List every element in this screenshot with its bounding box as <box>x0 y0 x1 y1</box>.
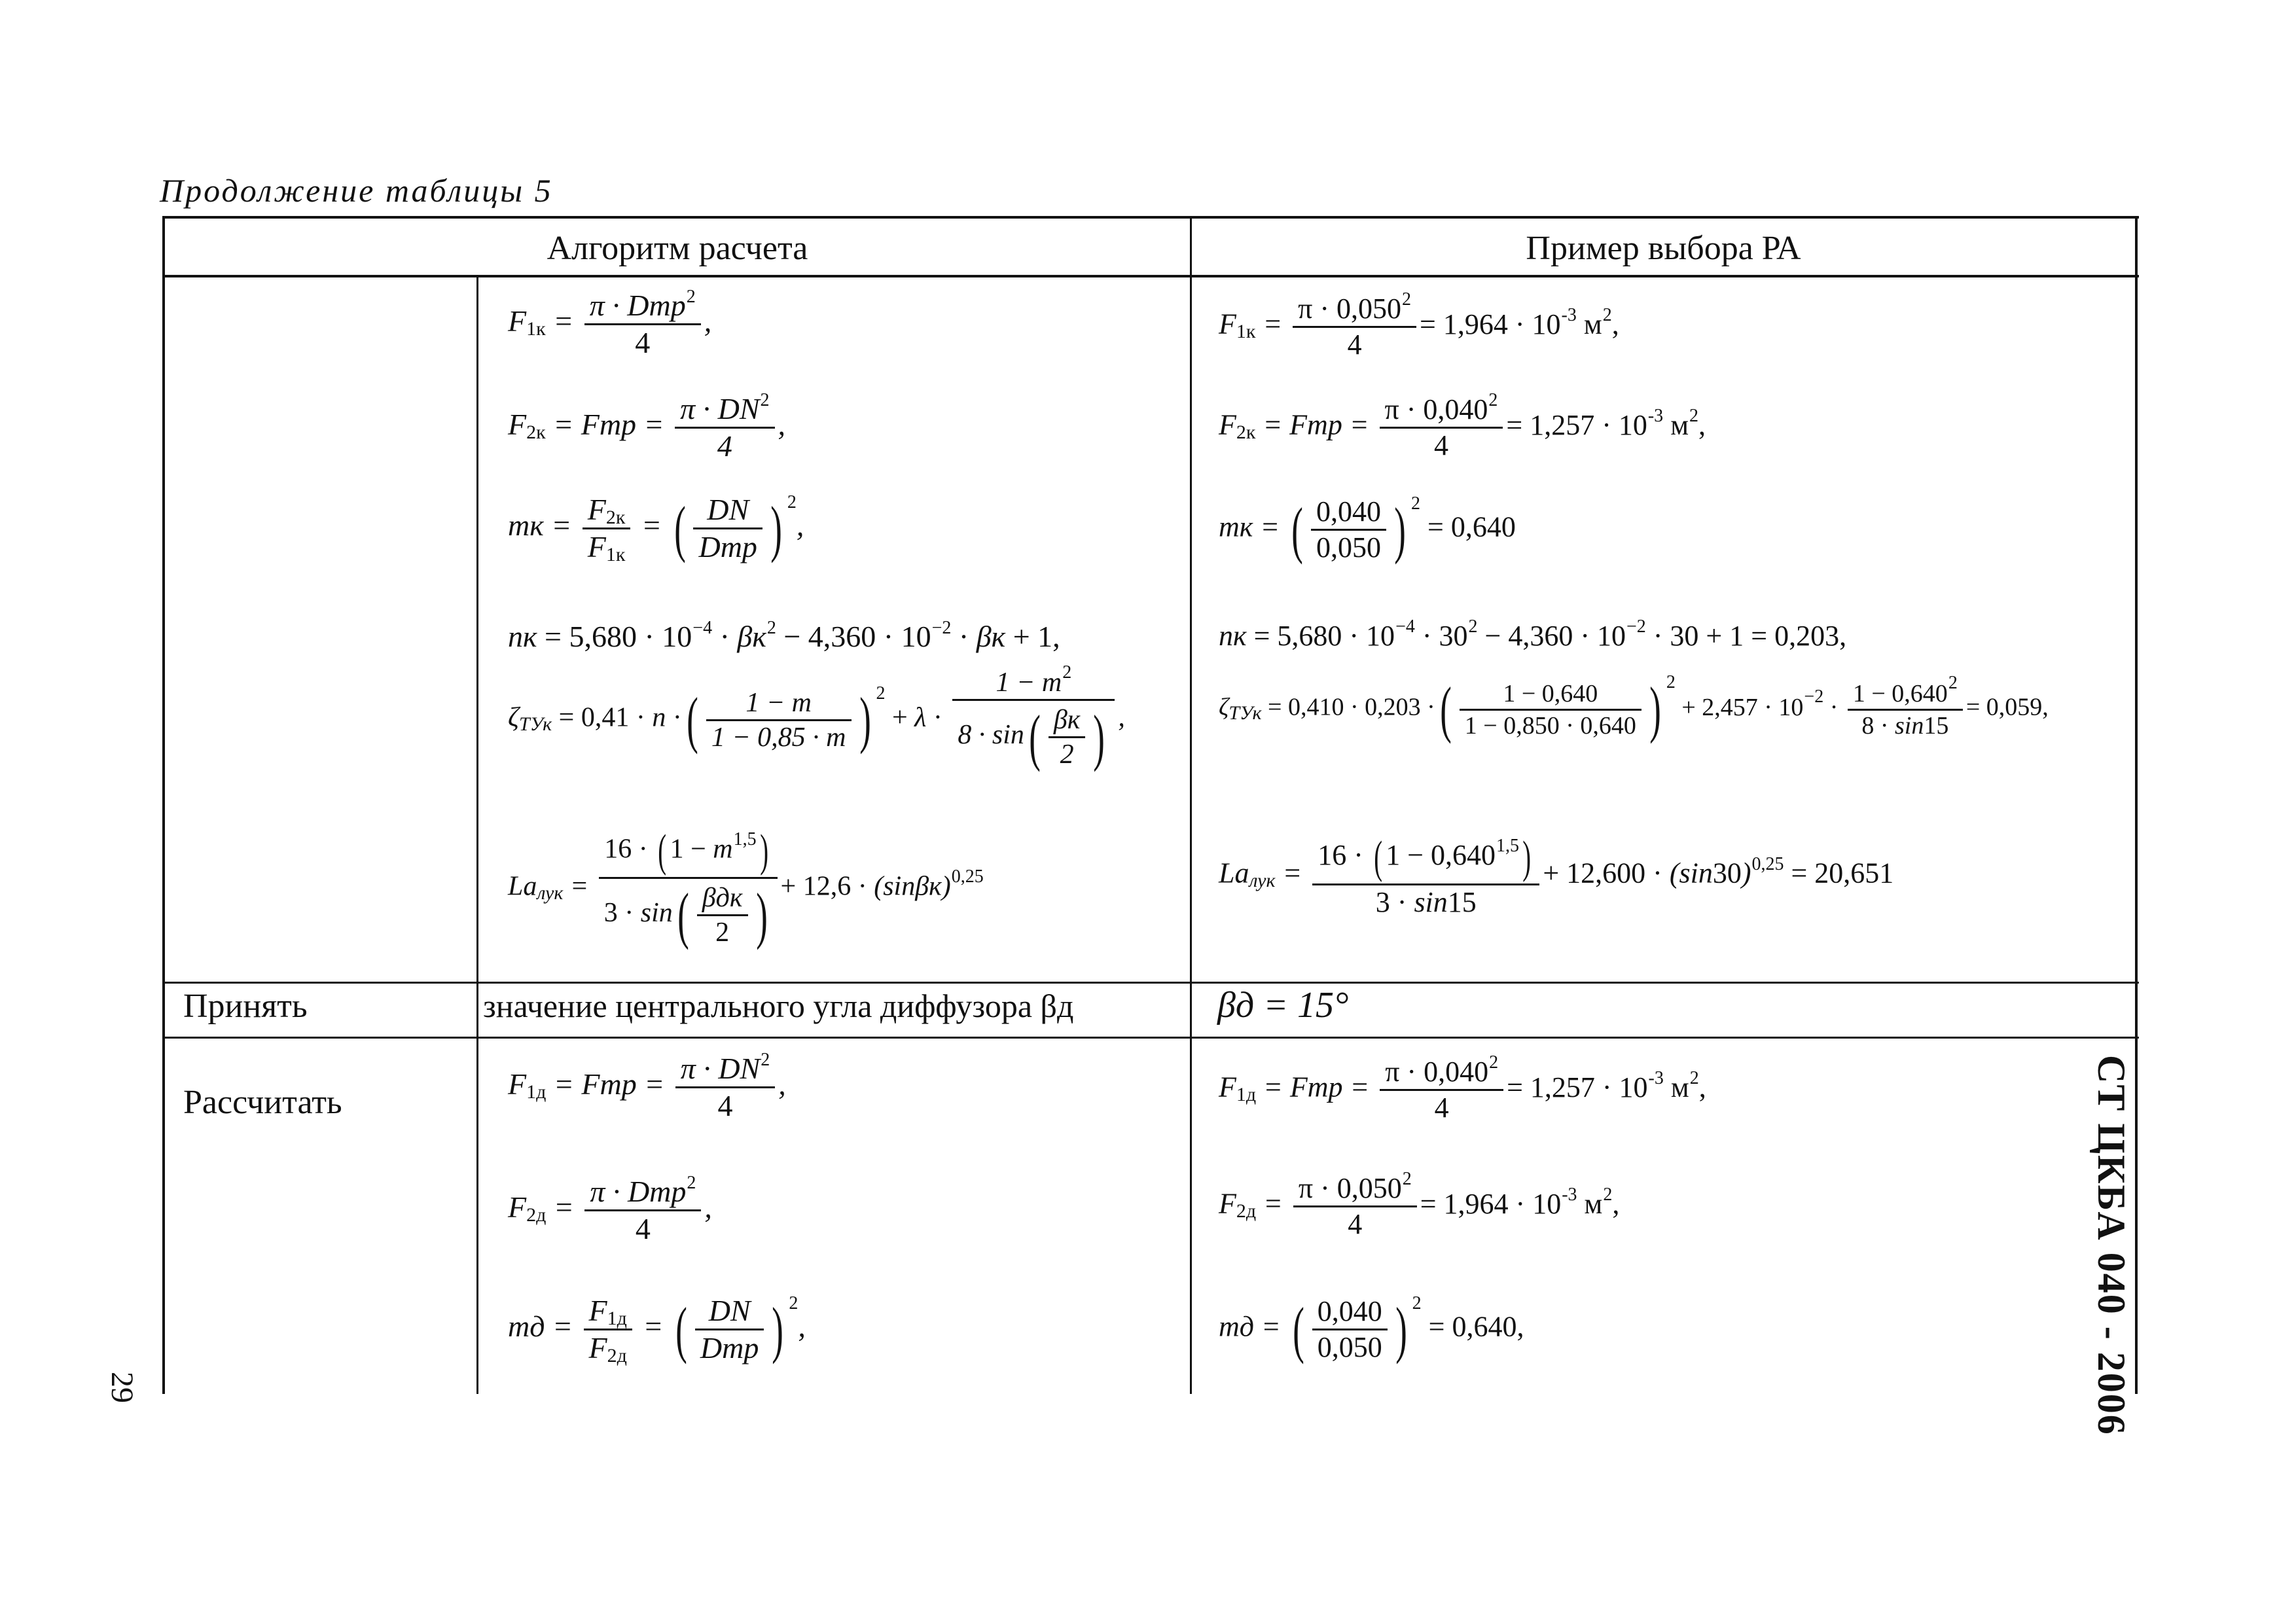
table-caption: Продолжение таблицы 5 <box>160 172 553 209</box>
formula-alg-f1d: F1д = Fтр = $\frac{\pi \cdot DN^2}{4}$ , <box>508 1050 786 1122</box>
formula-ex-f2k: F2к = Fтр = $\frac{\pi \cdot 0,040^2}{4}$ = $1,257 \cdot 10^{-3}$ $м^2$, <box>1219 390 1706 461</box>
formula-alg-zeta: ζТУк = 0,41 · n ·( $\frac{1 - m}{1 - 0,85 \cdot m}$ ) $^2$ + λ · $1 - m^2$ 8 · sin( $\frac{\beta к}{2}$ ) , <box>508 662 1125 772</box>
formula-alg-f1k: F1к = $\frac{\pi \cdot Dтр^2}{4}$ , <box>508 287 712 359</box>
header-example: Пример выбора РА <box>1526 229 1801 267</box>
alg-f1k-text <box>0 0 1 1</box>
formula-ex-f1k: F1к = $\frac{\pi \cdot 0,050^2}{4}$ = $1,964 \cdot 10^{-3}$ $м^2$, <box>1219 289 1619 361</box>
formula-ex-f2d: F2д = $\frac{\pi \cdot 0,050^2}{4}$ = $1,964 \cdot 10^{-3}$ $м^2$, <box>1219 1169 1620 1240</box>
document-code: СТ ЦКБА 040 - 2006 <box>2090 1055 2133 1436</box>
row-label-calculate: Рассчитать <box>183 1084 342 1121</box>
page-number: 29 <box>105 1372 139 1403</box>
formula-alg-md: mд = $\frac{F1д}{F2д}$ = ( $\frac{DN}{\text{Dтр}}$ ) $^2$, <box>508 1293 806 1366</box>
column-divider-1 <box>476 276 478 1394</box>
header-algorithm: Алгоритм расчета <box>547 229 808 267</box>
formula-ex-md: mд = ( $\frac{0,040}{0,050}$ ) $^2$ = 0,640, <box>1219 1293 1524 1364</box>
row-description-accept: значение центрального угла диффузора βд <box>483 988 1074 1024</box>
formula-alg-mk: mк = $\frac{F2к}{F1к}$ = ( $\frac{DN}{\text{Dтр}}$ ) $^2$, <box>508 492 804 565</box>
formula-alg-la: Laлук = 16 · ( $1 - m^{1,5}$) 3 · sin( $\frac{\text{βдк}}{2}$ ) + $12,6 \cdot (\sin\beta к)^{0,25}$ <box>508 826 984 950</box>
formula-alg-f2k: F2к = Fтр = $\frac{\pi \cdot DN^2}{4}$ , <box>508 390 786 463</box>
column-divider-2 <box>1190 216 1192 1394</box>
formula-ex-nk: nк = $5,680 \cdot 10^{-4} \cdot 30^2 - 4,360 \cdot 10^{-2} \cdot 30 + 1 = 0,203$, <box>1219 616 1847 652</box>
row-value-accept: βд = 15° <box>1217 985 1349 1026</box>
table-border-left <box>162 216 165 1394</box>
row-separator-2 <box>162 1037 2139 1039</box>
formula-ex-zeta: ζТУк = 0,410 · 0,203 ·( $\frac{1 - 0,640}{1 - 0,850 \cdot 0,640}$ ) $^2 + 2,457 \cdot 10^{-2}$ · $\frac{1 - 0,640^2}{8 \cdot \sin 15}$ = 0,059, <box>1219 671 2049 744</box>
formula-ex-la: Laлук = $\frac{16 \cdot ( 1 - 0,640^{1,5})}{3 \cdot \sin 15}$ + $12,600 \cdot (\sin 30)^{0,25} = 20,651$ <box>1219 832 1894 918</box>
table-border-right <box>2135 216 2138 1394</box>
formula-alg-f2d: F2д = $\frac{\pi \cdot Dтр^2}{4}$ , <box>508 1173 712 1245</box>
row-label-accept: Принять <box>183 988 308 1025</box>
formula-ex-f1d: F1д = Fтр = $\frac{\pi \cdot 0,040^2}{4}$ = $1,257 \cdot 10^{-3}$ $м^2$, <box>1219 1052 1706 1124</box>
formula-ex-mk: mк = ( $\frac{0,040}{0,050}$ ) $^2$ = 0,640 <box>1219 493 1516 565</box>
row-separator-1 <box>162 982 2139 984</box>
table-border-top <box>162 216 2139 219</box>
formula-alg-nk: nк = $5,680 \cdot 10^{-4} \cdot \beta к^2 - 4,360 \cdot 10^{-2} \cdot \beta к + 1$, <box>508 618 1060 653</box>
